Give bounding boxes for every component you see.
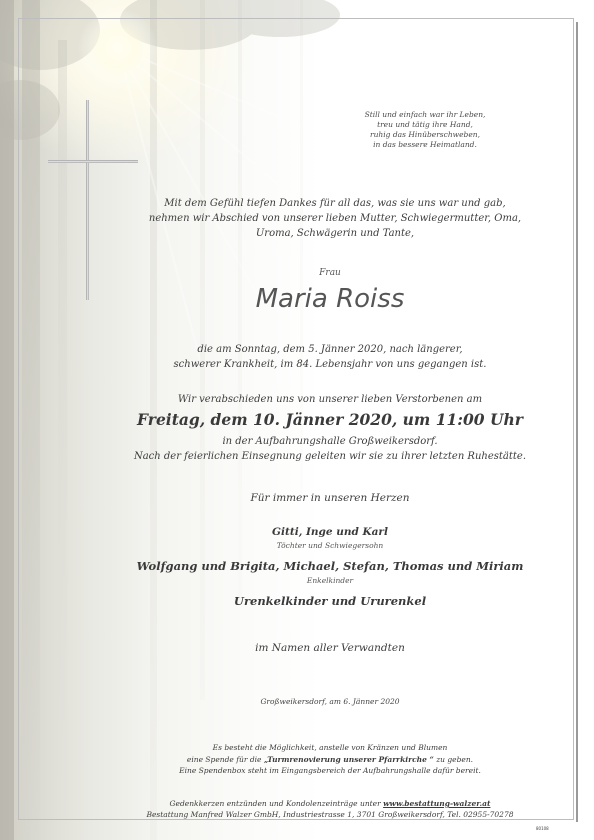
intro-line: nehmen wir Abschied von unserer lieben Mutter, Schwiegermutter, Oma, (148, 213, 522, 224)
funeral-date: Freitag, dem 10. Jänner 2020, um 11:00 Uhr (137, 410, 523, 429)
location-line: in der Aufbahrungshalle Großweikersdorf. (222, 436, 438, 447)
footer-text: Gedenkkerzen entzünden und Kondolenzeinträge unter (169, 799, 384, 808)
donation-line: Es besteht die Möglichkeit, anstelle von Kränzen und Blumen (212, 743, 448, 752)
donation-note (130, 742, 530, 777)
poem-line: Still und einfach war ihr Leben, (364, 110, 486, 119)
death-notice (140, 342, 520, 372)
poem-line: ruhig das Hinüberschweben, (370, 130, 480, 139)
donation-text: zu geben. (433, 754, 474, 764)
donation-line: Eine Spendenbox steht im Eingangsbereich der Aufbahrungshalle dafür bereit. (179, 766, 481, 775)
location-note: Nach der feierlichen Einsegnung geleiten wir sie zu ihrer letzten Ruhestätte. (133, 451, 527, 462)
death-line: schwerer Krankheit, im 84. Lebensjahr von uns gegangen ist. (173, 359, 487, 370)
grandchildren-relation: Enkelkinder (306, 576, 354, 585)
intro-line: Mit dem Gefühl tiefen Dankes für all das, was sie uns war und gab, (164, 198, 506, 209)
poem-line: treu und tätig ihre Hand, (377, 120, 473, 129)
children-names: Gitti, Inge und Karl (272, 526, 388, 538)
forever-text: Für immer in unseren Herzen (250, 492, 410, 504)
relatives-text: im Namen aller Verwandten (255, 642, 405, 654)
intro-line: Uroma, Schwägerin und Tante, (255, 228, 415, 239)
deceased-title: Frau (319, 268, 341, 278)
poem (300, 110, 550, 150)
deceased-name: Maria Roiss (255, 284, 405, 314)
website-link[interactable]: www.bestattung-walzer.at (383, 799, 491, 808)
death-line: die am Sonntag, dem 5. Jänner 2020, nach längerer, (197, 344, 463, 355)
print-code: 80108 (536, 826, 549, 831)
footer-line (130, 798, 530, 809)
intro-text (110, 196, 560, 241)
donation-text: eine Spende für die (186, 754, 264, 764)
funeral-location (110, 434, 550, 464)
poem-line: in das bessere Heimatland. (373, 140, 477, 149)
great-grandchildren: Urenkelkinder und Ururenkel (233, 594, 427, 608)
donation-cause: „Turmrenovierung unserer Pfarrkirche “ (263, 754, 434, 764)
footer-address: Bestattung Manfred Walzer GmbH, Industriestrasse 1, 3701 Großweikersdorf, Tel. 02955-70278 (146, 810, 514, 819)
footer (130, 798, 530, 820)
funeral-intro: Wir verabschieden uns von unserer lieben Verstorbenen am (177, 394, 483, 405)
place-date: Großweikersdorf, am 6. Jänner 2020 (260, 697, 400, 706)
grandchildren-names: Wolfgang und Brigita, Michael, Stefan, Thomas und Miriam (136, 559, 524, 573)
donation-line (130, 754, 530, 766)
children-relation: Töchter und Schwiegersohn (276, 541, 384, 550)
